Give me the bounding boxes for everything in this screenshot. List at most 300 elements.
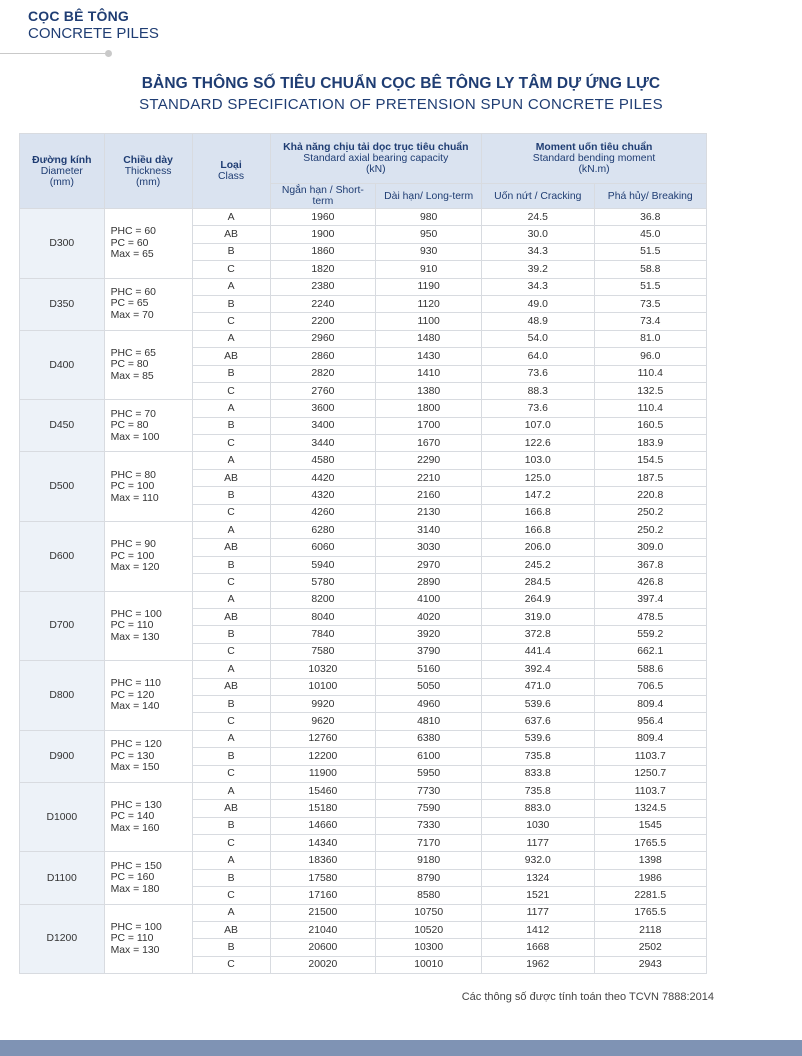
header-class-vi: Loại bbox=[220, 160, 242, 171]
class-cell: C bbox=[192, 313, 270, 330]
header-diameter bbox=[20, 134, 105, 209]
class-cell: A bbox=[192, 522, 270, 539]
header-cracking: Uốn nứt / Cracking bbox=[482, 184, 594, 209]
class-cell: B bbox=[192, 869, 270, 886]
table-row bbox=[20, 278, 707, 295]
class-cell: A bbox=[192, 730, 270, 747]
short-term-cell: 2240 bbox=[270, 295, 376, 312]
cracking-cell: 245.2 bbox=[482, 556, 594, 573]
breaking-cell: 73.4 bbox=[594, 313, 707, 330]
breaking-cell: 478.5 bbox=[594, 608, 707, 625]
thickness-line: PHC = 70 bbox=[110, 408, 156, 420]
header-moment bbox=[482, 134, 707, 184]
thickness-line: PHC = 90 bbox=[110, 539, 156, 551]
cracking-cell: 39.2 bbox=[482, 261, 594, 278]
table-row bbox=[20, 209, 707, 226]
brand-block bbox=[28, 8, 159, 42]
short-term-cell: 1820 bbox=[270, 261, 376, 278]
breaking-cell: 1103.7 bbox=[594, 782, 707, 799]
breaking-cell: 1545 bbox=[594, 817, 707, 834]
long-term-cell: 2290 bbox=[376, 452, 482, 469]
thickness-line: PC = 100 bbox=[110, 550, 155, 562]
short-term-cell: 3400 bbox=[270, 417, 376, 434]
short-term-cell: 20600 bbox=[270, 939, 376, 956]
breaking-cell: 220.8 bbox=[594, 487, 707, 504]
breaking-cell: 187.5 bbox=[594, 469, 707, 486]
thickness-line: Max = 100 bbox=[110, 431, 160, 443]
breaking-cell: 662.1 bbox=[594, 643, 707, 660]
long-term-cell: 10520 bbox=[376, 922, 482, 939]
class-cell: C bbox=[192, 887, 270, 904]
breaking-cell: 2943 bbox=[594, 956, 707, 973]
class-cell: AB bbox=[192, 469, 270, 486]
thickness-cell bbox=[104, 452, 192, 522]
header-axial bbox=[270, 134, 482, 184]
cracking-cell: 88.3 bbox=[482, 382, 594, 399]
cracking-cell: 125.0 bbox=[482, 469, 594, 486]
header-axial-vi: Khả năng chịu tải dọc trục tiêu chuẩn bbox=[283, 142, 469, 153]
breaking-cell: 96.0 bbox=[594, 348, 707, 365]
class-cell: C bbox=[192, 435, 270, 452]
short-term-cell: 1960 bbox=[270, 209, 376, 226]
cracking-cell: 1324 bbox=[482, 869, 594, 886]
thickness-line: PC = 140 bbox=[110, 811, 155, 823]
class-cell: C bbox=[192, 574, 270, 591]
long-term-cell: 1670 bbox=[376, 435, 482, 452]
class-cell: C bbox=[192, 643, 270, 660]
long-term-cell: 4960 bbox=[376, 695, 482, 712]
class-cell: C bbox=[192, 261, 270, 278]
breaking-cell: 2502 bbox=[594, 939, 707, 956]
long-term-cell: 4810 bbox=[376, 713, 482, 730]
class-cell: B bbox=[192, 556, 270, 573]
cracking-cell: 54.0 bbox=[482, 330, 594, 347]
thickness-cell bbox=[104, 278, 192, 330]
class-cell: C bbox=[192, 504, 270, 521]
cracking-cell: 471.0 bbox=[482, 678, 594, 695]
header-thickness-en: Thickness bbox=[124, 165, 172, 177]
long-term-cell: 1380 bbox=[376, 382, 482, 399]
cracking-cell: 166.8 bbox=[482, 504, 594, 521]
thickness-line: PHC = 60 bbox=[110, 286, 156, 298]
thickness-line: Max = 180 bbox=[110, 883, 160, 895]
diameter-cell: D1100 bbox=[20, 852, 105, 904]
diameter-cell: D300 bbox=[20, 209, 105, 279]
class-cell: B bbox=[192, 748, 270, 765]
short-term-cell: 18360 bbox=[270, 852, 376, 869]
class-cell: B bbox=[192, 295, 270, 312]
breaking-cell: 1986 bbox=[594, 869, 707, 886]
long-term-cell: 3790 bbox=[376, 643, 482, 660]
class-cell: C bbox=[192, 765, 270, 782]
class-cell: A bbox=[192, 452, 270, 469]
spec-table-body bbox=[20, 209, 707, 974]
cracking-cell: 122.6 bbox=[482, 435, 594, 452]
long-term-cell: 5160 bbox=[376, 661, 482, 678]
long-term-cell: 1190 bbox=[376, 278, 482, 295]
short-term-cell: 21040 bbox=[270, 922, 376, 939]
cracking-cell: 166.8 bbox=[482, 522, 594, 539]
breaking-cell: 51.5 bbox=[594, 278, 707, 295]
cracking-cell: 73.6 bbox=[482, 365, 594, 382]
class-cell: A bbox=[192, 330, 270, 347]
breaking-cell: 1398 bbox=[594, 852, 707, 869]
short-term-cell: 7580 bbox=[270, 643, 376, 660]
breaking-cell: 1324.5 bbox=[594, 800, 707, 817]
short-term-cell: 8040 bbox=[270, 608, 376, 625]
thickness-line: PHC = 80 bbox=[110, 469, 156, 481]
breaking-cell: 588.6 bbox=[594, 661, 707, 678]
breaking-cell: 367.8 bbox=[594, 556, 707, 573]
class-cell: B bbox=[192, 939, 270, 956]
header-diameter-unit: (mm) bbox=[49, 176, 74, 188]
thickness-line: PC = 80 bbox=[110, 420, 149, 432]
header-axial-unit: (kN) bbox=[365, 164, 386, 175]
short-term-cell: 2760 bbox=[270, 382, 376, 399]
long-term-cell: 3920 bbox=[376, 626, 482, 643]
short-term-cell: 5780 bbox=[270, 574, 376, 591]
short-term-cell: 14340 bbox=[270, 835, 376, 852]
short-term-cell: 3600 bbox=[270, 400, 376, 417]
short-term-cell: 4320 bbox=[270, 487, 376, 504]
long-term-cell: 7330 bbox=[376, 817, 482, 834]
cracking-cell: 147.2 bbox=[482, 487, 594, 504]
long-term-cell: 1120 bbox=[376, 295, 482, 312]
short-term-cell: 2820 bbox=[270, 365, 376, 382]
thickness-line: PHC = 130 bbox=[110, 799, 162, 811]
brand-divider-dot bbox=[105, 50, 112, 57]
cracking-cell: 24.5 bbox=[482, 209, 594, 226]
thickness-line: Max = 160 bbox=[110, 822, 160, 834]
short-term-cell: 7840 bbox=[270, 626, 376, 643]
diameter-cell: D1200 bbox=[20, 904, 105, 974]
diameter-cell: D800 bbox=[20, 661, 105, 731]
breaking-cell: 2281.5 bbox=[594, 887, 707, 904]
thickness-line: PC = 110 bbox=[110, 620, 154, 632]
table-row bbox=[20, 661, 707, 678]
header-moment-vi: Moment uốn tiêu chuẩn bbox=[535, 142, 653, 153]
table-row bbox=[20, 904, 707, 921]
breaking-cell: 51.5 bbox=[594, 243, 707, 260]
footnote: Các thông số được tính toán theo TCVN 7888:2014 bbox=[461, 991, 714, 1003]
breaking-cell: 58.8 bbox=[594, 261, 707, 278]
long-term-cell: 1410 bbox=[376, 365, 482, 382]
cracking-cell: 34.3 bbox=[482, 278, 594, 295]
cracking-cell: 1177 bbox=[482, 904, 594, 921]
short-term-cell: 15460 bbox=[270, 782, 376, 799]
header-long-term: Dài hạn/ Long-term bbox=[376, 184, 482, 209]
short-term-cell: 2380 bbox=[270, 278, 376, 295]
header-class bbox=[192, 134, 270, 209]
cracking-cell: 1177 bbox=[482, 835, 594, 852]
diameter-cell: D400 bbox=[20, 330, 105, 400]
cracking-cell: 1668 bbox=[482, 939, 594, 956]
cracking-cell: 49.0 bbox=[482, 295, 594, 312]
short-term-cell: 12760 bbox=[270, 730, 376, 747]
long-term-cell: 7170 bbox=[376, 835, 482, 852]
cracking-cell: 637.6 bbox=[482, 713, 594, 730]
thickness-line: Max = 120 bbox=[110, 562, 160, 574]
breaking-cell: 1103.7 bbox=[594, 748, 707, 765]
breaking-cell: 809.4 bbox=[594, 695, 707, 712]
class-cell: B bbox=[192, 365, 270, 382]
breaking-cell: 309.0 bbox=[594, 539, 707, 556]
long-term-cell: 6100 bbox=[376, 748, 482, 765]
long-term-cell: 1100 bbox=[376, 313, 482, 330]
page-title-vi: BẢNG THÔNG SỐ TIÊU CHUẨN CỌC BÊ TÔNG LY TÂM DỰ ỨNG LỰC bbox=[141, 75, 661, 92]
thickness-line: Max = 130 bbox=[110, 631, 160, 643]
thickness-line: PC = 120 bbox=[110, 689, 155, 701]
cracking-cell: 1962 bbox=[482, 956, 594, 973]
thickness-line: PC = 130 bbox=[110, 750, 155, 762]
table-row bbox=[20, 400, 707, 417]
thickness-line: Max = 130 bbox=[110, 944, 160, 956]
breaking-cell: 73.5 bbox=[594, 295, 707, 312]
breaking-cell: 809.4 bbox=[594, 730, 707, 747]
short-term-cell: 9620 bbox=[270, 713, 376, 730]
short-term-cell: 4260 bbox=[270, 504, 376, 521]
breaking-cell: 397.4 bbox=[594, 591, 707, 608]
cracking-cell: 833.8 bbox=[482, 765, 594, 782]
breaking-cell: 1250.7 bbox=[594, 765, 707, 782]
thickness-line: PHC = 65 bbox=[110, 347, 156, 359]
thickness-line: PC = 160 bbox=[110, 872, 155, 884]
breaking-cell: 1765.5 bbox=[594, 904, 707, 921]
diameter-cell: D1000 bbox=[20, 782, 105, 852]
cracking-cell: 64.0 bbox=[482, 348, 594, 365]
thickness-cell bbox=[104, 730, 192, 782]
thickness-cell bbox=[104, 522, 192, 592]
breaking-cell: 956.4 bbox=[594, 713, 707, 730]
short-term-cell: 4420 bbox=[270, 469, 376, 486]
header-diameter-en: Diameter bbox=[40, 165, 83, 177]
thickness-cell bbox=[104, 782, 192, 852]
class-cell: AB bbox=[192, 539, 270, 556]
class-cell: A bbox=[192, 278, 270, 295]
thickness-line: Max = 110 bbox=[110, 492, 159, 504]
short-term-cell: 6280 bbox=[270, 522, 376, 539]
long-term-cell: 980 bbox=[376, 209, 482, 226]
short-term-cell: 9920 bbox=[270, 695, 376, 712]
header-diameter-vi: Đường kính bbox=[32, 154, 92, 166]
short-term-cell: 12200 bbox=[270, 748, 376, 765]
breaking-cell: 706.5 bbox=[594, 678, 707, 695]
long-term-cell: 8790 bbox=[376, 869, 482, 886]
long-term-cell: 4020 bbox=[376, 608, 482, 625]
short-term-cell: 15180 bbox=[270, 800, 376, 817]
thickness-line: Max = 85 bbox=[110, 370, 154, 382]
short-term-cell: 3440 bbox=[270, 435, 376, 452]
short-term-cell: 4580 bbox=[270, 452, 376, 469]
thickness-cell bbox=[104, 591, 192, 661]
thickness-cell bbox=[104, 661, 192, 731]
breaking-cell: 426.8 bbox=[594, 574, 707, 591]
long-term-cell: 2160 bbox=[376, 487, 482, 504]
class-cell: AB bbox=[192, 608, 270, 625]
cracking-cell: 34.3 bbox=[482, 243, 594, 260]
class-cell: AB bbox=[192, 678, 270, 695]
breaking-cell: 45.0 bbox=[594, 226, 707, 243]
brand-title-vi: CỌC BÊ TÔNG bbox=[28, 8, 129, 24]
diameter-cell: D700 bbox=[20, 591, 105, 661]
thickness-cell bbox=[104, 330, 192, 400]
header-moment-unit: (kN.m) bbox=[578, 164, 610, 175]
header-breaking: Phá hủy/ Breaking bbox=[594, 184, 707, 209]
spec-table bbox=[19, 133, 707, 974]
brand-divider bbox=[0, 53, 106, 54]
long-term-cell: 3030 bbox=[376, 539, 482, 556]
short-term-cell: 2860 bbox=[270, 348, 376, 365]
cracking-cell: 441.4 bbox=[482, 643, 594, 660]
table-row bbox=[20, 522, 707, 539]
header-class-en: Class bbox=[218, 171, 245, 182]
table-row bbox=[20, 591, 707, 608]
cracking-cell: 284.5 bbox=[482, 574, 594, 591]
header-moment-en: Standard bending moment bbox=[532, 153, 656, 164]
short-term-cell: 10100 bbox=[270, 678, 376, 695]
thickness-line: PC = 60 bbox=[110, 237, 149, 249]
class-cell: C bbox=[192, 835, 270, 852]
thickness-line: PHC = 100 bbox=[110, 921, 162, 933]
long-term-cell: 7590 bbox=[376, 800, 482, 817]
class-cell: B bbox=[192, 487, 270, 504]
table-row bbox=[20, 852, 707, 869]
cracking-cell: 539.6 bbox=[482, 730, 594, 747]
breaking-cell: 110.4 bbox=[594, 365, 707, 382]
breaking-cell: 154.5 bbox=[594, 452, 707, 469]
long-term-cell: 2210 bbox=[376, 469, 482, 486]
short-term-cell: 17580 bbox=[270, 869, 376, 886]
thickness-line: Max = 150 bbox=[110, 762, 160, 774]
class-cell: B bbox=[192, 695, 270, 712]
breaking-cell: 250.2 bbox=[594, 504, 707, 521]
thickness-line: Max = 140 bbox=[110, 701, 160, 713]
class-cell: B bbox=[192, 417, 270, 434]
breaking-cell: 110.4 bbox=[594, 400, 707, 417]
thickness-line: PHC = 60 bbox=[110, 226, 156, 238]
long-term-cell: 10750 bbox=[376, 904, 482, 921]
breaking-cell: 36.8 bbox=[594, 209, 707, 226]
class-cell: AB bbox=[192, 800, 270, 817]
breaking-cell: 160.5 bbox=[594, 417, 707, 434]
long-term-cell: 3140 bbox=[376, 522, 482, 539]
cracking-cell: 264.9 bbox=[482, 591, 594, 608]
long-term-cell: 1430 bbox=[376, 348, 482, 365]
short-term-cell: 20020 bbox=[270, 956, 376, 973]
long-term-cell: 950 bbox=[376, 226, 482, 243]
short-term-cell: 6060 bbox=[270, 539, 376, 556]
class-cell: A bbox=[192, 852, 270, 869]
header-thickness-vi: Chiều dày bbox=[123, 154, 173, 166]
thickness-line: Max = 65 bbox=[110, 249, 154, 261]
cracking-cell: 1030 bbox=[482, 817, 594, 834]
cracking-cell: 107.0 bbox=[482, 417, 594, 434]
cracking-cell: 30.0 bbox=[482, 226, 594, 243]
thickness-line: PHC = 110 bbox=[110, 678, 161, 690]
class-cell: AB bbox=[192, 348, 270, 365]
cracking-cell: 319.0 bbox=[482, 608, 594, 625]
class-cell: C bbox=[192, 382, 270, 399]
diameter-cell: D500 bbox=[20, 452, 105, 522]
thickness-line: PC = 100 bbox=[110, 481, 155, 492]
cracking-cell: 539.6 bbox=[482, 695, 594, 712]
class-cell: A bbox=[192, 782, 270, 799]
long-term-cell: 8580 bbox=[376, 887, 482, 904]
class-cell: B bbox=[192, 243, 270, 260]
class-cell: A bbox=[192, 904, 270, 921]
cracking-cell: 1412 bbox=[482, 922, 594, 939]
breaking-cell: 81.0 bbox=[594, 330, 707, 347]
short-term-cell: 5940 bbox=[270, 556, 376, 573]
class-cell: A bbox=[192, 400, 270, 417]
cracking-cell: 735.8 bbox=[482, 782, 594, 799]
table-row bbox=[20, 730, 707, 747]
class-cell: AB bbox=[192, 922, 270, 939]
bottom-bar bbox=[0, 1040, 802, 1056]
table-row bbox=[20, 782, 707, 799]
class-cell: B bbox=[192, 626, 270, 643]
long-term-cell: 1700 bbox=[376, 417, 482, 434]
cracking-cell: 48.9 bbox=[482, 313, 594, 330]
header-thickness-unit: (mm) bbox=[135, 176, 161, 188]
long-term-cell: 5950 bbox=[376, 765, 482, 782]
long-term-cell: 2130 bbox=[376, 504, 482, 521]
thickness-line: PC = 110 bbox=[110, 933, 154, 945]
page-title-en: STANDARD SPECIFICATION OF PRETENSION SPUN CONCRETE PILES bbox=[139, 96, 663, 113]
header-short-term: Ngắn hạn / Short-term bbox=[270, 184, 376, 209]
thickness-cell bbox=[104, 400, 192, 452]
breaking-cell: 559.2 bbox=[594, 626, 707, 643]
long-term-cell: 9180 bbox=[376, 852, 482, 869]
diameter-cell: D350 bbox=[20, 278, 105, 330]
diameter-cell: D600 bbox=[20, 522, 105, 592]
breaking-cell: 183.9 bbox=[594, 435, 707, 452]
short-term-cell: 11900 bbox=[270, 765, 376, 782]
cracking-cell: 206.0 bbox=[482, 539, 594, 556]
breaking-cell: 1765.5 bbox=[594, 835, 707, 852]
cracking-cell: 73.6 bbox=[482, 400, 594, 417]
diameter-cell: D900 bbox=[20, 730, 105, 782]
cracking-cell: 1521 bbox=[482, 887, 594, 904]
long-term-cell: 7730 bbox=[376, 782, 482, 799]
cracking-cell: 103.0 bbox=[482, 452, 594, 469]
short-term-cell: 21500 bbox=[270, 904, 376, 921]
short-term-cell: 1860 bbox=[270, 243, 376, 260]
long-term-cell: 1800 bbox=[376, 400, 482, 417]
long-term-cell: 10300 bbox=[376, 939, 482, 956]
long-term-cell: 2970 bbox=[376, 556, 482, 573]
thickness-cell bbox=[104, 209, 192, 279]
cracking-cell: 883.0 bbox=[482, 800, 594, 817]
thickness-line: PHC = 120 bbox=[110, 739, 162, 751]
cracking-cell: 372.8 bbox=[482, 626, 594, 643]
breaking-cell: 2118 bbox=[594, 922, 707, 939]
thickness-line: PC = 65 bbox=[110, 298, 149, 310]
table-row bbox=[20, 330, 707, 347]
short-term-cell: 14660 bbox=[270, 817, 376, 834]
header-thickness bbox=[104, 134, 192, 209]
breaking-cell: 132.5 bbox=[594, 382, 707, 399]
class-cell: A bbox=[192, 591, 270, 608]
thickness-line: PC = 80 bbox=[110, 359, 149, 371]
table-row bbox=[20, 452, 707, 469]
thickness-cell bbox=[104, 852, 192, 904]
short-term-cell: 2960 bbox=[270, 330, 376, 347]
class-cell: C bbox=[192, 956, 270, 973]
class-cell: C bbox=[192, 713, 270, 730]
cracking-cell: 932.0 bbox=[482, 852, 594, 869]
class-cell: AB bbox=[192, 226, 270, 243]
